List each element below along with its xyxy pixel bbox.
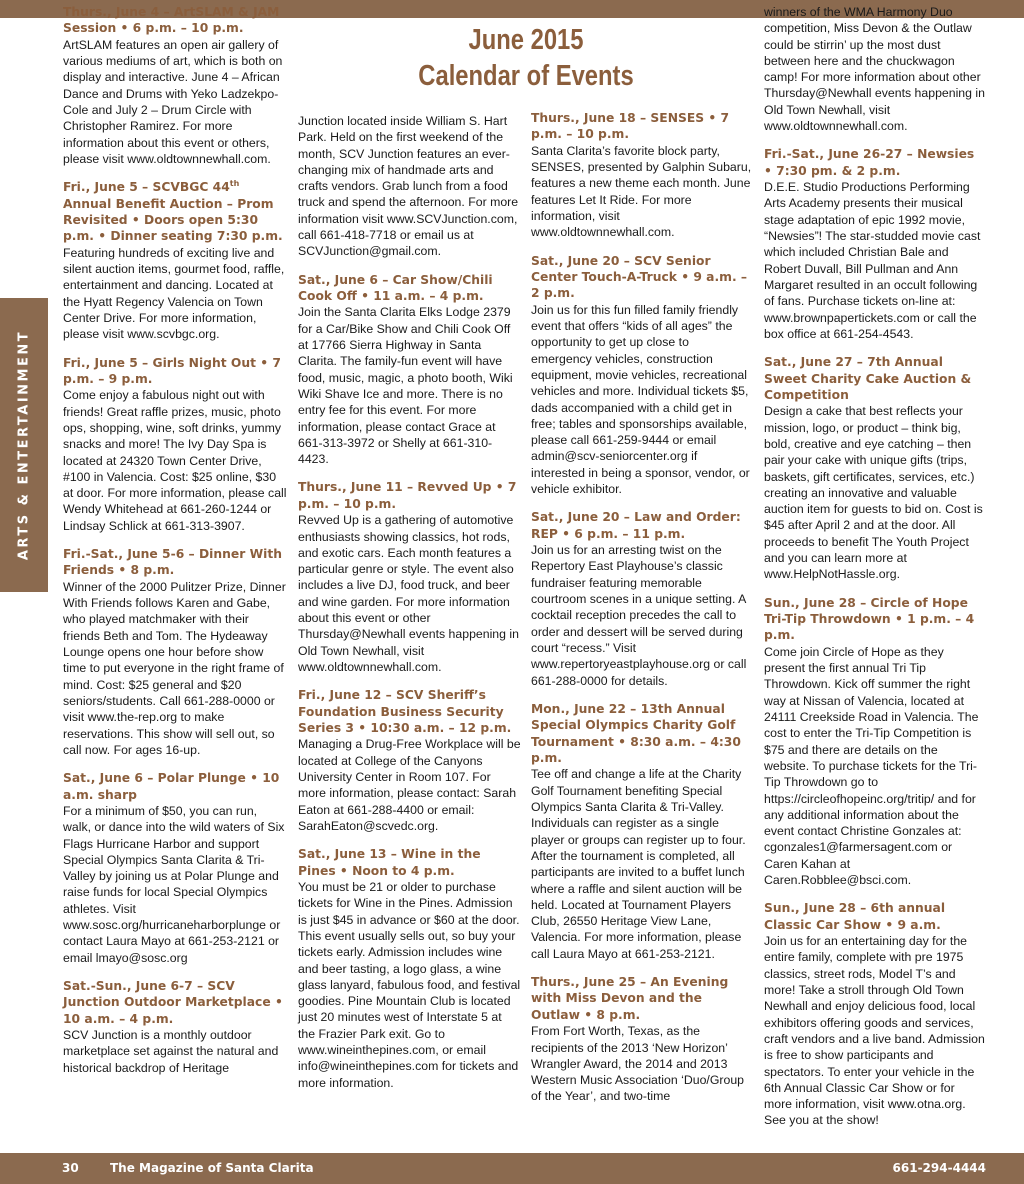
event-description: Join us for this fun filled family friendly event that offers “kids of all ages” the opportunity to get up close to emergency vehicles, construction equipment, movie vehicles, recreational vehicles and more. Individual tickets $5, dads accompanied with a child get in free; tables and sponsorships available, please call 661-259-9444 or email admin@scv-seniorcenter.org if interested in being a sponsor, vendor, or vehicle exhibitor.	[531, 302, 750, 497]
event-heading: Sun., June 28 – 6th annual Classic Car Show • 9 a.m.	[764, 901, 946, 932]
column-4	[764, 4, 986, 1141]
event-classic-car-show	[764, 900, 986, 1128]
event-girls-night-out	[63, 355, 287, 534]
event-description: Join us for an entertaining day for the entire family, complete with pre 1975 classics, street rods, Model T’s and more! Take a stroll through Old Town Newhall and enjoy delicious food, local exhibitors offering goods and services, craft vendors and a live band. Admission is free to show participants and spectators. To enter your vehicle in the 6th Annual Classic Car Show or for more information, visit www.otna.org. See you at the show!	[764, 934, 985, 1128]
event-heading: Thurs., June 4 – ArtSLAM & JAM Session • 6 p.m. – 10 p.m.	[63, 5, 280, 36]
event-description: D.E.E. Studio Productions Performing Arts Academy presents their musical stage adaptation of epic 1992 movie, “Newsies”! The star-studded movie cast which included Christian Bale and Robert Duvall, Bill Pullman and Ann Margaret resulted in an occult following of fans. Purchase tickets on-line at: www.brownpapertickets.com or call the box office at 661-254-4543.	[764, 180, 981, 341]
event-scv-junction-continued	[298, 113, 522, 260]
event-sheriffs-foundation	[298, 687, 522, 834]
event-description: winners of the WMA Harmony Duo competition, Miss Devon & the Outlaw could be stirrin’ up the most dust between here and the chuckwagon camp! For more information about other Thursday@Newhall events happening in Old Town Newhall, visit www.oldtownnewhall.com.	[764, 5, 985, 134]
event-description: SCV Junction is a monthly outdoor marketplace set against the natural and historical backdrop of Heritage	[63, 1028, 279, 1075]
event-description: Come enjoy a fabulous night out with friends! Great raffle prizes, music, photo ops, shopping, wine, soft drinks, yummy snacks and more! The Ivy Day Spa is located at 24320 Town Center Drive, #100 in Valencia. Cost: $25 online, $30 at door. For more information, please call Wendy Whitehead at 661-260-1244 or Lindsay Schlick at 661-313-3907.	[63, 388, 287, 533]
event-heading: Fri., June 12 – SCV Sheriff’s Foundation Business Security Series 3 • 10:30 a.m. – 12 p.m.	[298, 688, 512, 736]
event-newsies	[764, 146, 986, 342]
event-description: Tee off and change a life at the Charity Golf Tournament benefiting Special Olympics Santa Clarita & Tri-Valley. Individuals can register as a single player or groups can register up to four. After the tournament is completed, all participants are invited to a buffet lunch where a raffle and silent auction will be held. Located at Tournament Players Club, 26550 Heritage View Lane, Valencia. For more information, please call Laura Mayo at 661-253-2121.	[531, 767, 746, 961]
event-heading-part: Annual Benefit Auction – Prom Revisited • Doors open 5:30 p.m. • Dinner seating 7:30 p.m.	[63, 196, 283, 244]
event-description: Junction located inside William S. Hart Park. Held on the first weekend of the month, SCV Junction features an ever-changing mix of handmade arts and crafts vendors. Grab lunch from a food truck and spend the afternoon. For more information visit www.SCVJunction.com, call 661-418-7718 or email us at SCVJunction@gmail.com.	[298, 114, 519, 259]
event-heading: Thurs., June 25 – An Evening with Miss Devon and the Outlaw • 8 p.m.	[531, 975, 729, 1022]
page-title-line1: June 2015	[468, 24, 584, 56]
event-heading	[63, 179, 287, 245]
event-revved-up	[298, 479, 522, 675]
event-description: Managing a Drug-Free Workplace will be located at College of the Canyons University Center in Room 107. For more information, please contact: Sarah Eaton at 661-288-4400 or email: SarahEaton@scvedc.org.	[298, 737, 521, 833]
event-artslam	[63, 4, 287, 167]
event-miss-devon-continued	[764, 4, 986, 134]
event-heading: Sat., June 20 – Law and Order: REP • 6 p.m. – 11 p.m.	[531, 510, 741, 541]
event-description: Join the Santa Clarita Elks Lodge 2379 for a Car/Bike Show and Chili Cook Off at 17766 Sierra Highway in Santa Clarita. The family-fun event will have food, music, magic, a photo booth, Wiki Wiki Shave Ice and more. There is no entry fee for this event. For more information, please contact Grace at 661-313-3972 or Shelly at 661-310-4423.	[298, 305, 513, 467]
event-heading: Sat., June 6 – Car Show/Chili Cook Off • 11 a.m. – 4 p.m.	[298, 272, 493, 304]
event-dinner-with-friends	[63, 546, 287, 758]
event-description: ArtSLAM features an open air gallery of various mediums of art, which is both on display and interactive. June 4 – African Dance and Drums with Yeko Ladzekpo-Cole and July 2 – Drum Circle with Christopher Ramirez. For more information about this event or others, please visit www.oldtownnewhall.com.	[63, 37, 283, 166]
event-miss-devon	[531, 974, 753, 1105]
event-heading: Thurs., June 11 – Revved Up • 7 p.m. – 10 p.m.	[298, 480, 517, 511]
event-heading: Sat., June 13 – Wine in the Pines • Noon to 4 p.m.	[298, 847, 481, 878]
event-description: For a minimum of $50, you can run, walk, or dance into the wild waters of Six Flags Hurricane Harbor and support Special Olympics Santa Clarita & Tri-Valley by joining us at Polar Plunge and raise funds for local Special Olympics athletes. Visit www.sosc.org/hurricaneharborplunge or contact Laura Mayo at 661-253-2121 or email lmayo@sosc.org	[63, 803, 285, 965]
event-description: From Fort Worth, Texas, as the recipients of the 2013 ‘New Horizon’ Wrangler Award, the 2014 and 2013 Western Music Association ‘Duo/Group of the Year’, and two-time	[531, 1024, 745, 1104]
page-number: 30	[62, 1161, 79, 1175]
magazine-name: The Magazine of Santa Clarita	[110, 1161, 314, 1175]
event-description: Revved Up is a gathering of automotive enthusiasts showing classics, hot rods, and exotic cars. Each month features a particular genre or style. The event also includes a live DJ, food truck, and beer and wine garden. For more information about this event or other Thursday@Newhall events happening in Old Town Newhall, visit www.oldtownnewhall.com.	[298, 513, 519, 674]
event-heading: Fri., June 5 – Girls Night Out • 7 p.m. – 9 p.m.	[63, 355, 281, 386]
event-cake-auction	[764, 354, 986, 582]
column-3	[531, 110, 753, 1117]
event-heading: Sun., June 28 – Circle of Hope Tri-Tip Throwdown • 1 p.m. – 4 p.m.	[764, 595, 975, 643]
event-description: Featuring hundreds of exciting live and silent auction items, gourmet food, raffle, entertainment and dancing. Located at the Hyatt Regency Valencia on Town Center Drive. For more information, please visit www.scvbgc.org.	[63, 245, 285, 342]
event-heading: Fri.-Sat., June 5-6 – Dinner With Friends • 8 p.m.	[63, 547, 282, 578]
event-description: Winner of the 2000 Pulitzer Prize, Dinner With Friends follows Karen and Gabe, who played matchmaker with their friends Beth and Tom. The Hydeaway Lounge opens one hour before show time to put everyone in the right frame of mind. Cost: $25 general and $20 seniors/students. Call 661-288-0000 or visit www.the-rep.org to make reservations. This show will sell out, so call now. For ages 16-up.	[63, 579, 286, 757]
event-polar-plunge	[63, 770, 287, 966]
event-heading-part: Fri., June 5 – SCVBGC 44	[63, 180, 230, 195]
section-tab	[0, 298, 48, 592]
event-wine-in-the-pines	[298, 846, 522, 1091]
footer-phone: 661-294-4444	[892, 1161, 986, 1175]
event-heading: Fri.-Sat., June 26-27 – Newsies • 7:30 pm. & 2 p.m.	[764, 147, 975, 178]
event-heading: Mon., June 22 – 13th Annual Special Olympics Charity Golf Tournament • 8:30 a.m. – 4:30 p.m.	[531, 701, 741, 766]
footer-bar	[0, 1153, 1024, 1184]
event-heading: Thurs., June 18 – SENSES • 7 p.m. – 10 p.m.	[531, 111, 730, 142]
event-heading: Sat., June 20 – SCV Senior Center Touch-A-Truck • 9 a.m. – 2 p.m.	[531, 253, 748, 301]
event-description: Come join Circle of Hope as they present the first annual Tri Tip Throwdown. Kick off summer the right way at Nissan of Valencia, located at 24111 Creekside Road in Valencia. The cost to enter the Tri-Tip Competition is $75 and there are details on the website. To purchase tickets for the Tri-Tip Throwdown go to https://circleofhopeinc.org/tritip/ and for any additional information about the event contact Christine Gonzales at: cgonzales1@farmersagent.com or Caren Kahan at Caren.Robblee@bsci.com.	[764, 644, 979, 888]
column-1	[63, 4, 287, 1088]
event-law-and-order-rep	[531, 509, 753, 688]
event-tri-tip-throwdown	[764, 595, 986, 889]
event-heading: Sat.-Sun., June 6-7 – SCV Junction Outdoor Marketplace • 10 a.m. – 4 p.m.	[63, 978, 283, 1026]
column-2	[298, 113, 522, 1103]
event-scv-junction	[63, 978, 287, 1076]
event-description: Design a cake that best reflects your mission, logo, or product – think big, bold, creative and eye catching – then pair your cake with unique gifts (trips, baskets, gift certificates, services, etc.) creating an innovative and valuable auction item for guests to bid on. Cost is $45 after April 2 and at the door. All proceeds to benefit The Youth Project and you can learn more at www.HelpNotHassle.org.	[764, 404, 983, 582]
event-heading: Sat., June 27 – 7th Annual Sweet Charity Cake Auction & Competition	[764, 355, 972, 402]
event-description: Join us for an arresting twist on the Repertory East Playhouse’s classic fundraiser featuring memorable courtroom scenes in a unique setting. A cocktail reception precedes the call to order and dessert will be served during court “recess.” Visit www.repertoryeastplayhouse.org or call 661-288-0000 for details.	[531, 543, 747, 688]
event-description: Santa Clarita’s favorite block party, SENSES, presented by Galphin Subaru, features a new theme each month. June features Let It Ride. For more information, visit www.oldtownnewhall.com.	[531, 143, 752, 240]
event-scvbgc-auction	[63, 179, 287, 342]
event-senses	[531, 110, 753, 241]
event-charity-golf	[531, 701, 753, 962]
page-title	[416, 22, 636, 94]
event-touch-a-truck	[531, 253, 753, 498]
event-heading-sup: th	[229, 179, 240, 189]
section-tab-label: ARTS & ENTERTAINMENT	[16, 329, 32, 561]
event-car-show-chili	[298, 272, 522, 468]
event-heading: Sat., June 6 – Polar Plunge • 10 a.m. sharp	[63, 771, 280, 802]
event-description: You must be 21 or older to purchase tickets for Wine in the Pines. Admission is just $45 in advance or $60 at the door. This event usually sells out, so buy your tickets early. Admission includes wine and beer tasting, a logo glass, a wine glass lanyard, fabulous food, and festival goodies. Pine Mountain Club is located just 20 minutes west of Interstate 5 at the Frazier Park exit. Go to www.wineinthepines.com, or email info@wineinthepines.com for tickets and more information.	[298, 880, 521, 1090]
page-title-line2: Calendar of Events	[418, 60, 634, 92]
